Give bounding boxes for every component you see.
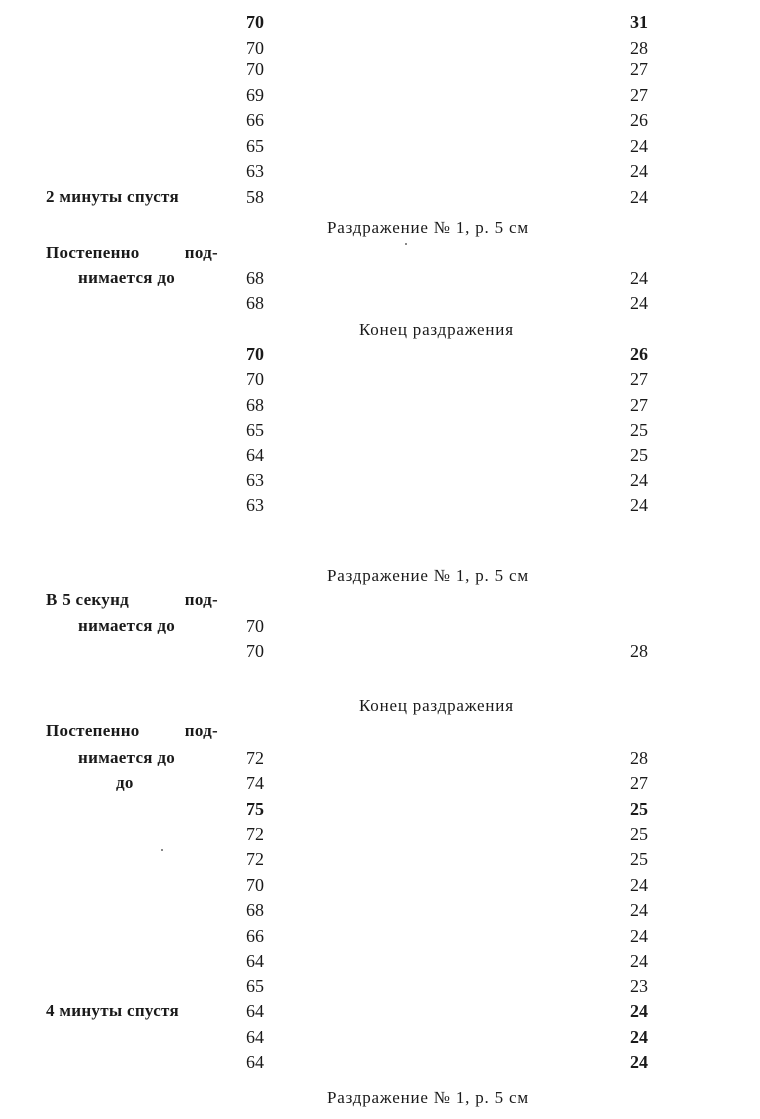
value-1: 72 <box>246 824 264 844</box>
value-2: 24 <box>630 495 648 515</box>
table-row <box>0 1025 760 1049</box>
table-row <box>0 241 760 265</box>
value-2: 24 <box>630 293 648 313</box>
value-2: 24 <box>630 1001 648 1021</box>
note-label: нимается до <box>78 616 176 635</box>
table-row <box>0 639 760 663</box>
table-row <box>0 291 760 315</box>
value-2: 23 <box>630 976 648 996</box>
table-row <box>0 873 760 897</box>
note-label: до <box>116 773 134 792</box>
value-1: 64 <box>246 1052 264 1072</box>
table-row <box>0 974 760 998</box>
value-2: 31 <box>630 12 648 32</box>
value-2: 24 <box>630 1027 648 1047</box>
value-1: 69 <box>246 85 264 105</box>
value-2: 28 <box>630 748 648 768</box>
value-1: 65 <box>246 420 264 440</box>
table-row <box>0 342 760 366</box>
value-1: 68 <box>246 395 264 415</box>
value-2: 24 <box>630 900 648 920</box>
value-2: 28 <box>630 641 648 661</box>
table-row <box>0 266 760 290</box>
table-row <box>0 949 760 973</box>
value-1: 72 <box>246 748 264 768</box>
value-1: 70 <box>246 641 264 661</box>
value-2: 25 <box>630 420 648 440</box>
value-2: 24 <box>630 470 648 490</box>
note-label: 2 минуты спустя <box>46 187 179 206</box>
table-row <box>0 614 760 638</box>
value-1: 63 <box>246 161 264 181</box>
value-2: 24 <box>630 951 648 971</box>
table-row <box>0 746 760 770</box>
value-1: 70 <box>246 12 264 32</box>
value-1: 65 <box>246 976 264 996</box>
value-1: 63 <box>246 470 264 490</box>
value-1: 58 <box>246 187 264 207</box>
note-label: 4 минуты спустя <box>46 1001 179 1020</box>
value-2: 25 <box>630 849 648 869</box>
value-2: 24 <box>630 926 648 946</box>
note-label: В 5 секунд под- <box>46 590 218 609</box>
table-row <box>0 367 760 391</box>
table-row <box>0 393 760 417</box>
note-label: нимается до <box>78 748 176 767</box>
value-1: 70 <box>246 369 264 389</box>
table-row <box>0 797 760 821</box>
table-row <box>0 468 760 492</box>
value-1: 66 <box>246 110 264 130</box>
value-1: 70 <box>246 59 264 79</box>
value-1: 68 <box>246 293 264 313</box>
value-1: 70 <box>246 344 264 364</box>
value-2: 28 <box>630 38 648 58</box>
value-2: 24 <box>630 136 648 156</box>
table-row <box>0 57 760 81</box>
value-1: 64 <box>246 951 264 971</box>
value-1: 64 <box>246 1027 264 1047</box>
note-label: Постепенно под- <box>46 721 218 740</box>
value-2: 25 <box>630 799 648 819</box>
value-2: 26 <box>630 110 648 130</box>
value-2: 27 <box>630 773 648 793</box>
table-row <box>0 83 760 107</box>
value-2: 27 <box>630 395 648 415</box>
table-row <box>0 10 760 34</box>
value-1: 70 <box>246 875 264 895</box>
value-2: 24 <box>630 268 648 288</box>
table-row <box>0 999 760 1023</box>
table-row <box>0 185 760 209</box>
table-row <box>0 108 760 132</box>
value-1: 70 <box>246 616 264 636</box>
value-2: 27 <box>630 59 648 79</box>
value-2: 24 <box>630 1052 648 1072</box>
value-1: 72 <box>246 849 264 869</box>
note-label: нимается до <box>78 268 176 287</box>
value-1: 65 <box>246 136 264 156</box>
value-2: 27 <box>630 85 648 105</box>
value-1: 68 <box>246 268 264 288</box>
value-1: 74 <box>246 773 264 793</box>
table-row <box>0 493 760 517</box>
value-1: 63 <box>246 495 264 515</box>
table-row <box>0 771 760 795</box>
table-row <box>0 719 760 743</box>
value-2: 24 <box>630 875 648 895</box>
value-2: 27 <box>630 369 648 389</box>
table-row <box>0 898 760 922</box>
table-row <box>0 847 760 871</box>
table-row <box>0 443 760 467</box>
value-1: 75 <box>246 799 264 819</box>
value-1: 64 <box>246 445 264 465</box>
value-2: 25 <box>630 824 648 844</box>
table-row <box>0 588 760 612</box>
table-row <box>0 418 760 442</box>
value-2: 25 <box>630 445 648 465</box>
value-2: 26 <box>630 344 648 364</box>
value-1: 70 <box>246 38 264 58</box>
value-1: 66 <box>246 926 264 946</box>
table-row <box>0 1050 760 1074</box>
table-row <box>0 159 760 183</box>
table-row <box>0 134 760 158</box>
value-1: 64 <box>246 1001 264 1021</box>
value-2: 24 <box>630 187 648 207</box>
note-label: Постепенно под- <box>46 243 218 262</box>
value-1: 68 <box>246 900 264 920</box>
table-row <box>0 924 760 948</box>
value-2: 24 <box>630 161 648 181</box>
table-row <box>0 822 760 846</box>
